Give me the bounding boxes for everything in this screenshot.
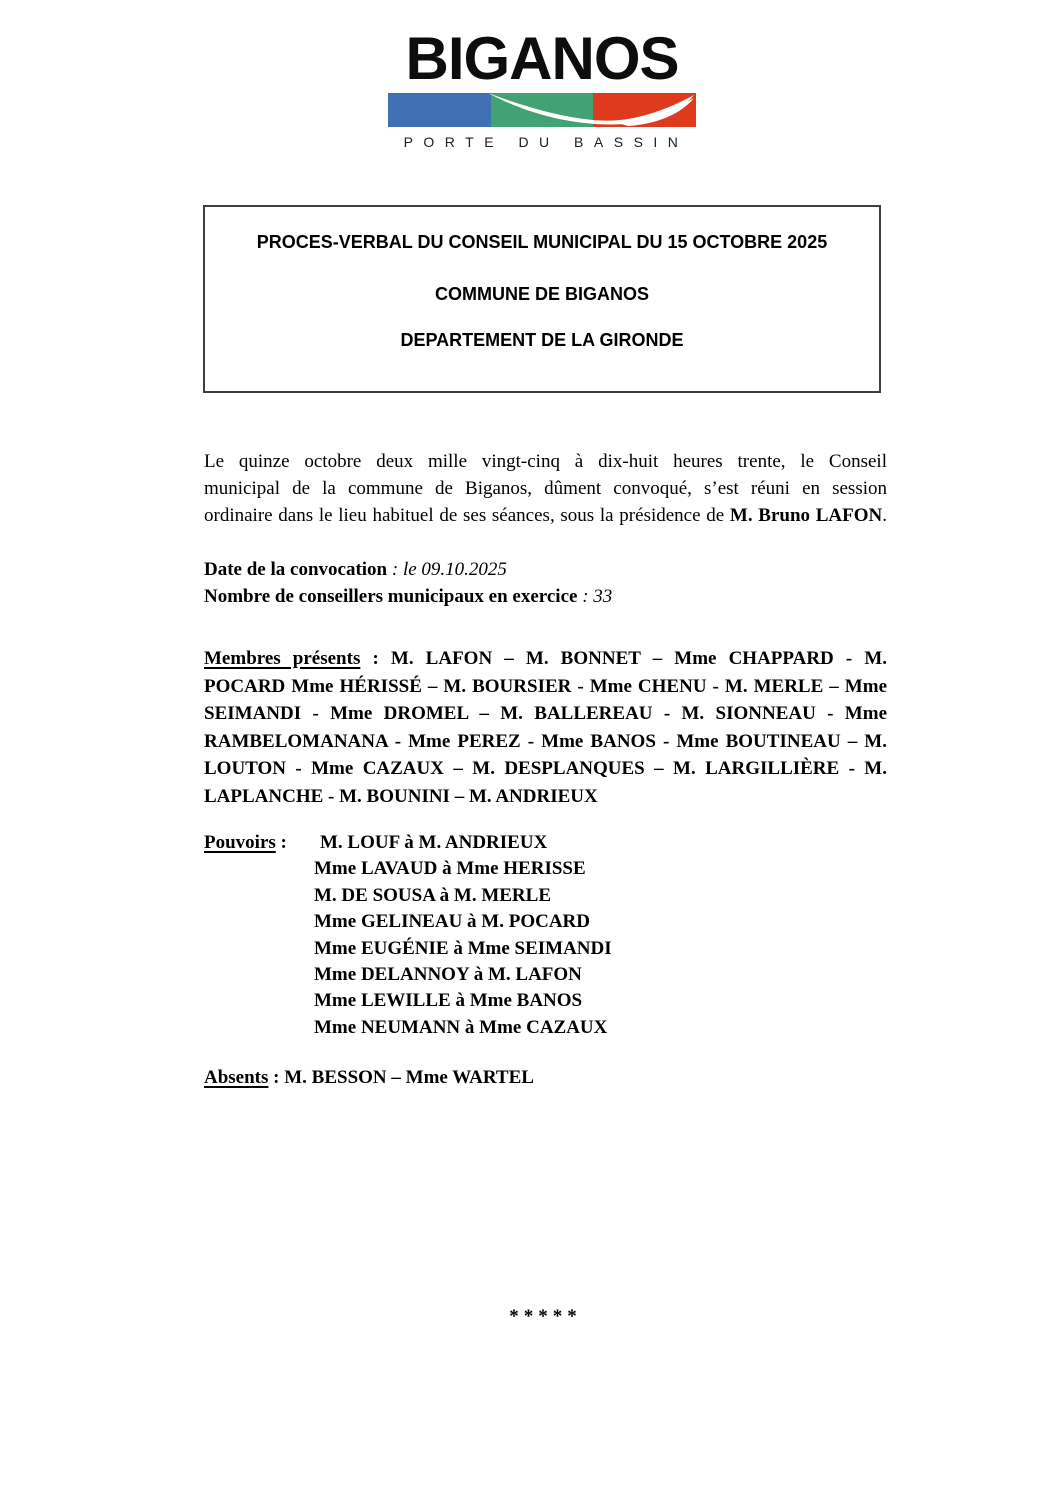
convocation-label: Date de la convocation <box>204 559 388 580</box>
membres-presents-paragraph <box>204 645 887 810</box>
membres-line: POCARD Mme HÉRISSÉ – M. BOURSIER - Mme CHENU - M. MERLE – Mme <box>204 675 887 697</box>
intro-paragraph <box>204 448 887 529</box>
pouvoir-item: Mme EUGÉNIE à Mme SEIMANDI <box>314 937 612 959</box>
president-name: M. Bruno LAFON <box>729 505 883 526</box>
absents-value: : M. BESSON – Mme WARTEL <box>268 1067 534 1088</box>
departement-line: DEPARTEMENT DE LA GIRONDE <box>400 330 684 350</box>
commune-line: COMMUNE DE BIGANOS <box>434 284 649 304</box>
pouvoir-item: M. DE SOUSA à M. MERLE <box>314 884 551 906</box>
membres-line-rest: : M. LAFON – M. BONNET – Mme CHAPPARD - M. <box>360 648 887 669</box>
pouvoirs-label: Pouvoirs <box>204 832 276 853</box>
document-title: PROCES-VERBAL DU CONSEIL MUNICIPAL DU 15 OCTOBRE 2025 <box>256 232 828 252</box>
absents-line <box>204 1064 887 1091</box>
pouvoir-item: Mme GELINEAU à M. POCARD <box>314 911 591 933</box>
logo-tagline: PORTE DU BASSIN <box>403 134 689 150</box>
intro-line-period: . <box>882 505 887 526</box>
pouvoir-item: M. LOUF à M. ANDRIEUX <box>320 832 548 853</box>
conseillers-label: Nombre de conseillers municipaux en exercice <box>204 586 578 607</box>
intro-line: Le quinze octobre deux mille vingt-cinq à dix-huit heures trente, le Conseil <box>204 451 887 472</box>
membres-line: LOUTON - Mme CAZAUX – M. DESPLANQUES – M. LARGILLIÈRE - M. <box>204 758 887 779</box>
membres-presents-label: Membres présents <box>204 648 361 669</box>
convocation-line <box>204 556 887 583</box>
logo-wordmark: BIGANOS <box>405 25 679 92</box>
absents-label: Absents <box>204 1067 269 1088</box>
pouvoirs-label-line <box>204 830 287 856</box>
pouvoir-item: Mme LAVAUD à Mme HERISSE <box>314 858 586 880</box>
pouvoir-item: Mme DELANNOY à M. LAFON <box>314 964 582 986</box>
intro-line: municipal de la commune de Biganos, dûment convoqué, s’est réuni en session <box>204 478 887 499</box>
membres-line <box>204 645 887 673</box>
wave-swoosh-icon <box>388 93 696 127</box>
meta-block <box>204 556 887 610</box>
membres-line: SEIMANDI - Mme DROMEL – M. BALLEREAU - M. SIONNEAU - Mme <box>204 703 887 724</box>
pouvoirs-list <box>314 830 887 1041</box>
pouvoir-item: Mme LEWILLE à Mme BANOS <box>314 990 583 1012</box>
pouvoirs-colon: : <box>275 832 287 853</box>
intro-line <box>204 502 887 529</box>
convocation-value: : le 09.10.2025 <box>387 559 507 580</box>
membres-line: LAPLANCHE - M. BOUNINI – M. ANDRIEUX <box>204 785 598 807</box>
logo-color-bar <box>388 93 696 127</box>
title-box <box>203 205 881 393</box>
conseillers-value: : 33 <box>577 586 613 607</box>
asterisk-separator: ***** <box>509 1306 582 1327</box>
membres-line: RAMBELOMANANA - Mme PEREZ - Mme BANOS - Mme BOUTINEAU – M. <box>204 730 887 752</box>
biganos-logo <box>386 25 698 150</box>
pouvoir-item: Mme NEUMANN à Mme CAZAUX <box>314 1016 608 1038</box>
pouvoirs-section <box>204 830 887 1041</box>
intro-line-text: ordinaire dans le lieu habituel de ses séances, sous la présidence de <box>204 505 730 526</box>
conseillers-line <box>204 583 887 610</box>
